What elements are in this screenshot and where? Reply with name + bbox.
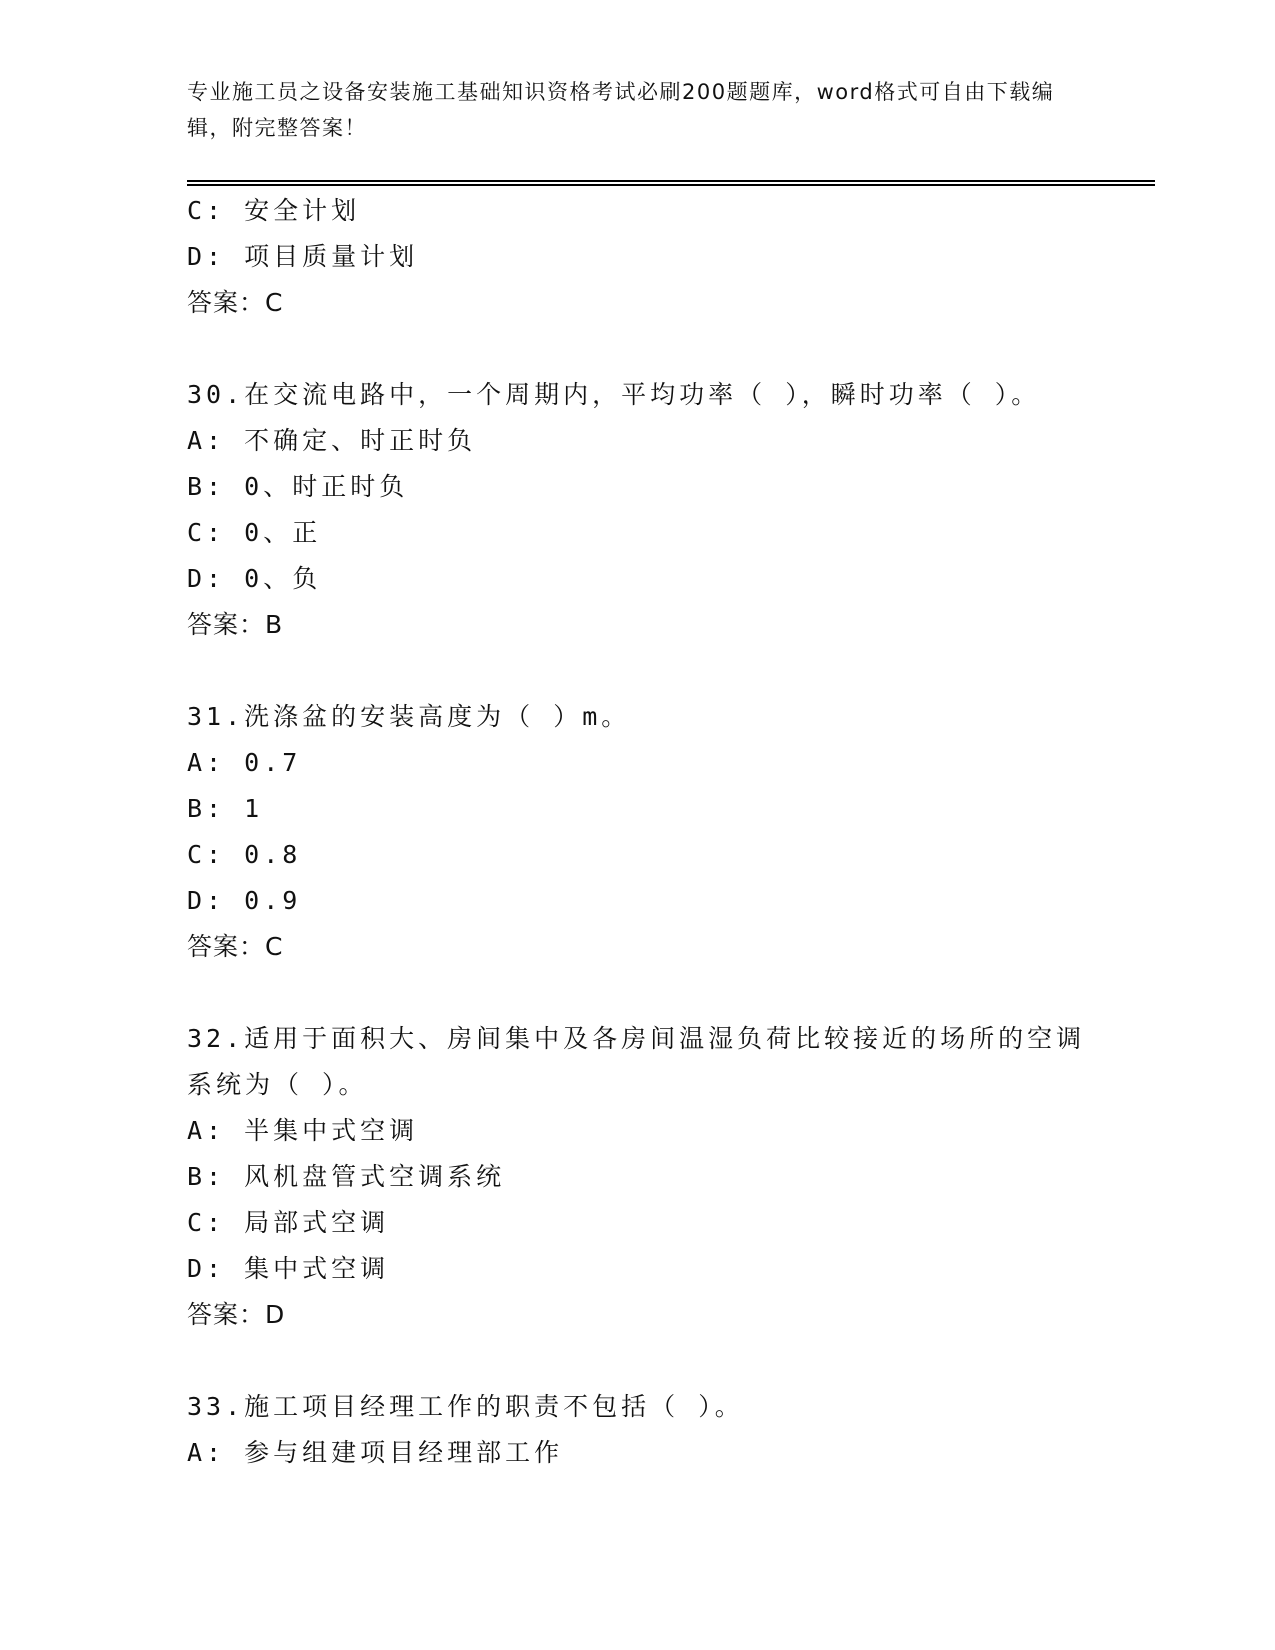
answer-line: 答案：C [187, 932, 284, 961]
question-stem: 32.适用于面积大、房间集中及各房间温湿负荷比较接近的场所的空调系统为（ ）。 [187, 1024, 1086, 1099]
option-line: D: 0、负 [187, 564, 322, 593]
header-divider-bottom [187, 184, 1155, 186]
option-line: B: 0、时正时负 [187, 472, 409, 501]
question-list [187, 188, 1155, 1476]
option-line: D: 项目质量计划 [187, 242, 419, 271]
option-line: D: 0.9 [187, 886, 302, 915]
option-line: A: 不确定、时正时负 [187, 426, 477, 455]
option-line: A: 参与组建项目经理部工作 [187, 1438, 564, 1467]
option-line: A: 0.7 [187, 748, 302, 777]
option-line: C: 0、正 [187, 518, 322, 547]
spacer [187, 1338, 1155, 1384]
question-stem: 30.在交流电路中，一个周期内，平均功率（ ），瞬时功率（ ）。 [187, 380, 1041, 409]
option-line: A: 半集中式空调 [187, 1116, 419, 1145]
question-stem: 33.施工项目经理工作的职责不包括（ ）。 [187, 1392, 744, 1421]
option-line: C: 0.8 [187, 840, 302, 869]
option-line: D: 集中式空调 [187, 1254, 390, 1283]
question-stem: 31.洗涤盆的安装高度为（ ）m。 [187, 702, 631, 731]
spacer [187, 326, 1155, 372]
spacer [187, 970, 1155, 1016]
header-title: 专业施工员之设备安装施工基础知识资格考试必刷200题题库，word格式可自由下载编辑，附完整答案！ [187, 80, 1055, 140]
answer-line: 答案：D [187, 1300, 286, 1329]
option-line: B: 1 [187, 794, 264, 823]
option-line: B: 风机盘管式空调系统 [187, 1162, 506, 1191]
document-header [187, 74, 1067, 146]
option-line: C: 局部式空调 [187, 1208, 390, 1237]
header-divider-top [187, 180, 1155, 182]
spacer [187, 648, 1155, 694]
option-line: C: 安全计划 [187, 196, 361, 225]
answer-line: 答案：B [187, 610, 284, 639]
answer-line: 答案：C [187, 288, 284, 317]
